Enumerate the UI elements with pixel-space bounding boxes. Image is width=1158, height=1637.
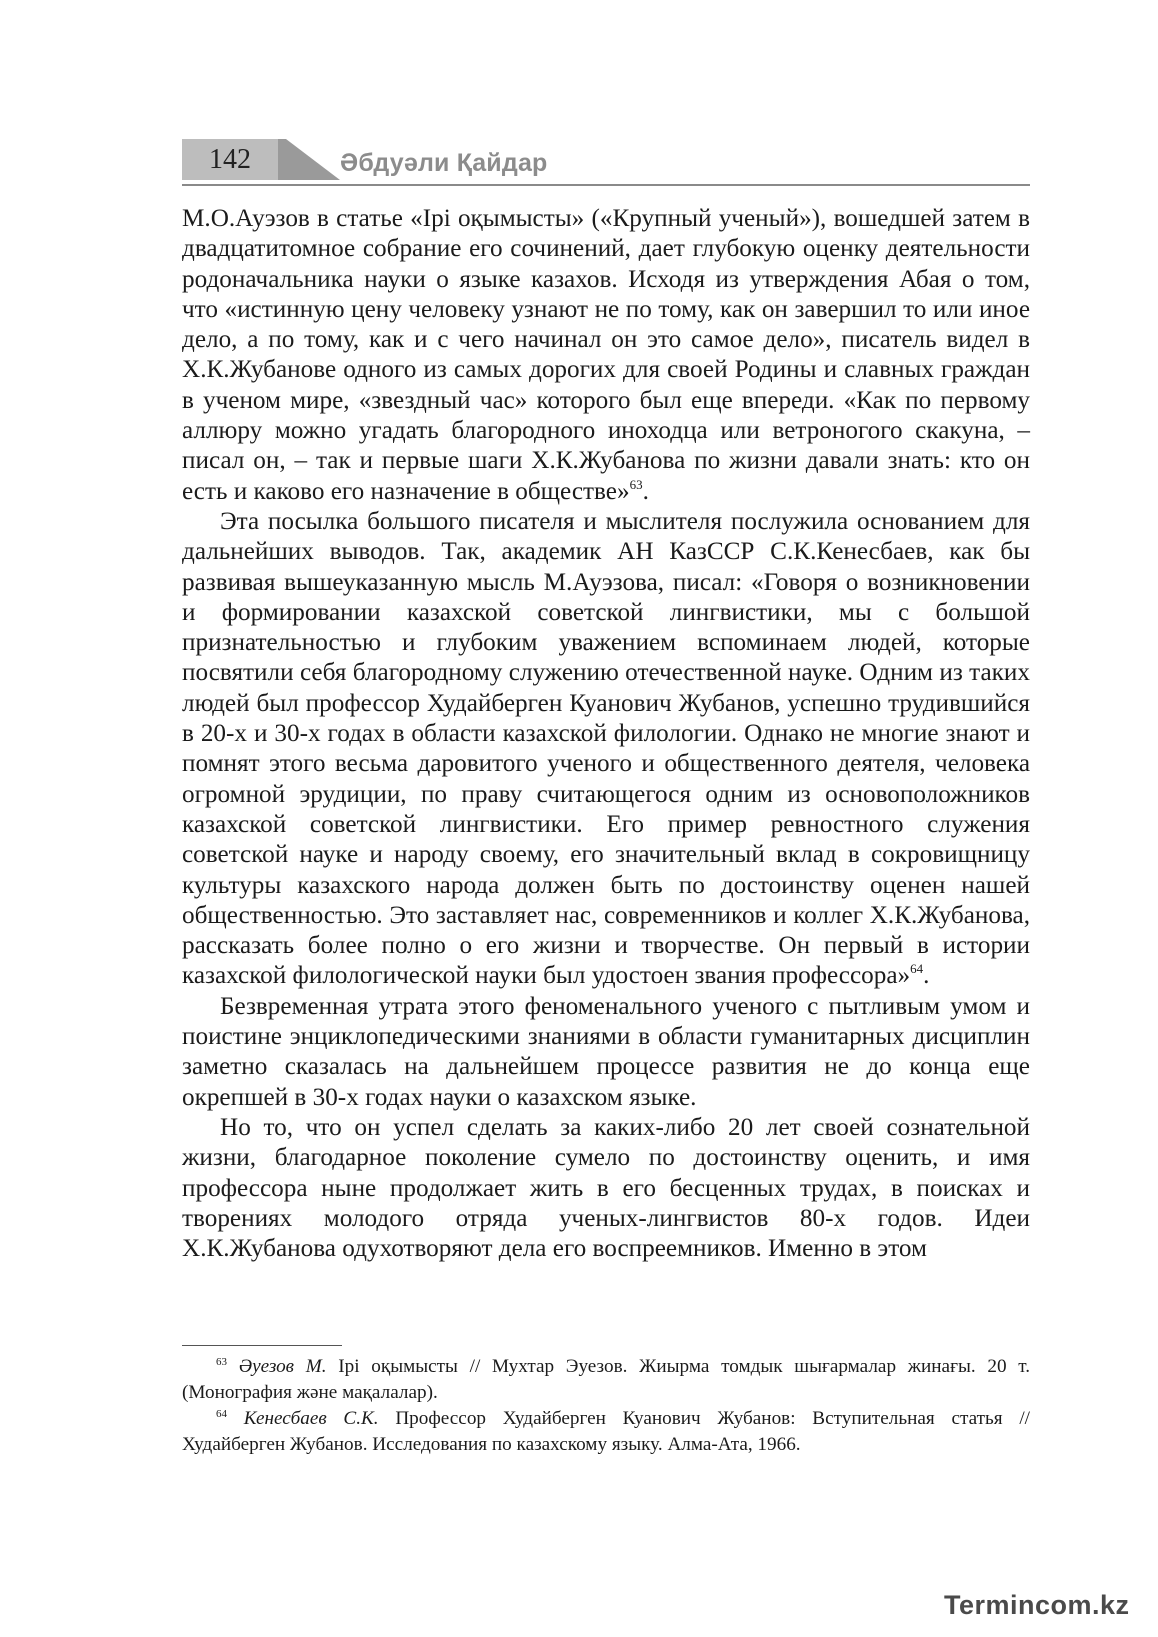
footnote-separator [182, 1345, 342, 1346]
footnote-ref-63: 63 [629, 476, 643, 492]
body-text [182, 204, 1030, 1264]
page-number: 142 [209, 144, 251, 175]
running-header-author: Әбдуәли Қайдар [340, 149, 548, 177]
footnote-ref-64: 64 [910, 961, 924, 977]
running-header [182, 139, 1030, 187]
site-watermark: Termincom.kz [944, 1590, 1130, 1620]
header-wedge-shape [278, 139, 340, 180]
wedge-polygon [278, 139, 340, 180]
footnote-64-text: Профессор Худайберген Куанович Жубанов: Вступительная статья // Худайберген Жубанов. Исследования по казахскому языку. Алма-Ата, 1966. [182, 1408, 1030, 1455]
footnote-63-number: 63 [216, 1356, 227, 1368]
paragraph-1-end: . [642, 477, 649, 505]
header-rule [182, 184, 1030, 186]
footnote-64-number: 64 [216, 1408, 227, 1420]
footnote-64 [182, 1406, 1030, 1458]
paragraph-2 [182, 507, 1030, 992]
footnote-63-text: Ірі оқымысты // Мухтар Эуезов. Жиырма томдык шығармалар жинағы. 20 т. (Монография және мақалалар). [182, 1356, 1031, 1403]
paragraph-4: Но то, что он успел сделать за каких-либо 20 лет своей сознательной жизни, благодарное поколение сумело по достоинству оценить, и имя профессора ныне продолжает жить в его бесценных трудах, в поисках и творениях молодого отряда ученых-лингвистов 80-х годов. Идеи Х.К.Жубанова одухотворяют дела его воспреемников. Именно в этом [182, 1113, 1030, 1263]
paragraph-1-text: М.О.Ауэзов в статье «Ірі оқымысты» («Крупный ученый»), вошедшей затем в двадцатитомное собрание его сочинений, дает глубокую оценку деятельности родоначальника науки о языке казахов. Исходя из утверждения Абая о том, что «истинную цену человеку узнают не по тому, как он завершил то или иное дело, а по тому, как и с чего начинал он это самое дело», писатель видел в Х.К.Жубанове одного из самых дорогих для своей Родины и славных граждан в ученом мире, «звездный час» которого был еще впереди. «Как по первому аллюру можно угадать благородного иноходца или ветроногого скакуна, – писал он, – так и первые шаги Х.К.Жубанова по жизни давали знать: кто он есть и каково его назначение в обществе» [182, 205, 1030, 505]
footnotes [182, 1354, 1030, 1458]
footnote-64-author: Кенесбаев С.К. [243, 1408, 379, 1429]
paragraph-2-end: . [923, 962, 930, 990]
paragraph-2-text: Эта посылка большого писателя и мыслителя послужила основанием для дальнейших выводов. Так, академик АН КазССР С.К.Кенесбаев, как бы развивая вышеуказанную мысль М.Ауэзова, писал: «Говоря о возникновении и формировании казахской советской лингвистики, мы с большой признательностью и глубоким уважением вспоминаем людей, которые посвятили себя благородному служению отечественной науке. Одним из таких людей был профессор Худайберген Куанович Жубанов, успешно трудившийся в 20-х и 30-х годах в области казахской филологии. Однако не многие знают и помнят этого весьма даровитого ученого и общественного деятеля, человека огромной эрудиции, по праву считающегося одним из основоположников казахской советской лингвистики. Его пример ревностного служения советской науке и народу своему, его значительный вклад в сокровищницу культуры казахского народа должен быть по достоинству оценен нашей общественностью. Это заставляет нас, современников и коллег Х.К.Жубанова, рассказать более полно о его жизни и творчестве. Он первый в истории казахской филологической науки был удостоен звания профессора» [182, 507, 1030, 990]
footnote-63-author: Әуезов М. [238, 1356, 327, 1377]
paragraph-1 [182, 204, 1030, 507]
paragraph-3: Безвременная утрата этого феноменального ученого с пытливым умом и поистине энциклопедическими знаниями в области гуманитарных дисциплин заметно сказалась на дальнейшем процессе развития не до конца еще окрепшей в 30-х годах науки о казахском языке. [182, 992, 1030, 1111]
footnote-63 [182, 1354, 1030, 1406]
